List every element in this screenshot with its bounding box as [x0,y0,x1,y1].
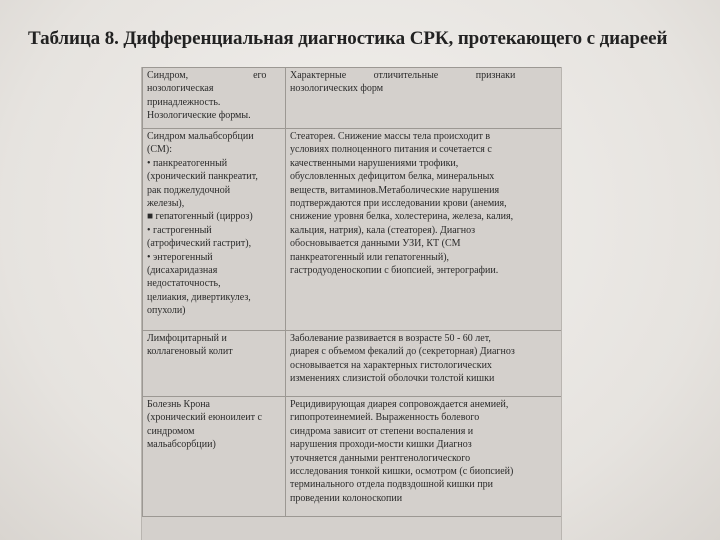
syndrome-cell: Лимфоцитарный и коллагеновый колит [143,331,286,397]
table-row [143,397,562,517]
header-syndrome-cell: Синдром, его нозологическая принадлежность. Нозологические формы. [143,68,286,129]
page-title: Таблица 8. Дифференциальная диагностика СРК, протекающего с диареей [28,28,668,49]
syndrome-cell: Синдром мальабсорбции (СМ): • панкреатогенный (хронический панкреатит, рак поджелудочной железы), ■ гепатогенный (цирроз) • гастрогенный (атрофический гастрит), • энтерогенный (дисахаридазная недостаточность, целиакия, дивертикулез, опухоли) [143,129,286,331]
diagnosis-table [142,67,562,517]
table-row [143,129,562,331]
syndrome-cell: Болезнь Крона (хронический еюноилеит с синдромом мальабсорбции) [143,397,286,517]
features-cell: Заболевание развивается в возрасте 50 - 60 лет, диарея с объемом фекалий до (секреторная) Диагноз основывается на характерных гистологических изменениях слизистой оболочки толстой кишки [286,331,562,397]
table-row [143,331,562,397]
features-cell: Стеаторея. Снижение массы тела происходит в условиях полноценного питания и сочетается с качественными нарушениями трофики, обусловленных дефицитом белка, минеральных веществ, витаминов.Метаболические нарушения подтверждаются при исследовании крови (анемия, снижение уровня белка, холестерина, железа, калия, кальция, натрия), кала (стеаторея). Диагноз обосновывается данными УЗИ, КТ (СМ панкреатогенный или гепатогенный), гастродуоденоскопии с биопсией, энтерографии. [286,129,562,331]
diagnosis-table-container [141,67,562,540]
header-features-cell: Характерные отличительные признаки нозологических форм [286,68,562,129]
table-header-row [143,68,562,129]
features-cell: Рецидивирующая диарея сопровождается анемией, гипопротеинемией. Выраженность болевого синдрома зависит от степени воспаления и нарушения проходи-мости кишки Диагноз уточняется данными рентгенологического исследования тонкой кишки, осмотром (с биопсией) терминального отдела подвздошной кишки при проведении колоноскопии [286,397,562,517]
